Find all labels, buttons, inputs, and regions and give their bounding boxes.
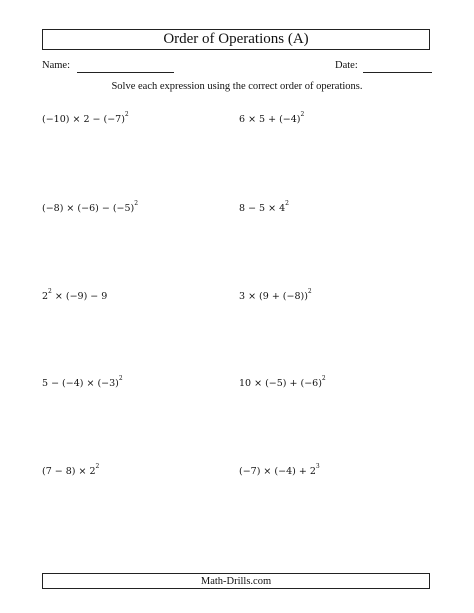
problem-10-exponent: 3 (315, 463, 320, 470)
problem-4-base: 8 − 5 × 4 (239, 203, 286, 214)
problem-3-base: (−8) × (−6) − (−5) (42, 203, 135, 214)
footer-box (42, 573, 430, 589)
problem-7 (42, 375, 123, 389)
problem-10-base: (−7) × (−4) + 2 (239, 466, 316, 477)
problem-8-base: 10 × (−5) + (−6) (239, 378, 322, 389)
problem-5-pre: 2 (42, 291, 49, 302)
problem-4 (239, 200, 289, 214)
problem-1-exponent: 2 (124, 111, 129, 118)
problem-9 (42, 463, 100, 477)
name-date-row (42, 60, 432, 76)
problem-5-pre-exponent: 2 (48, 288, 52, 295)
problem-1-base: (−10) × 2 − (−7) (42, 114, 125, 125)
name-blank-line (77, 72, 174, 73)
problem-2 (239, 111, 305, 125)
problem-3-exponent: 2 (134, 200, 139, 207)
problem-7-base: 5 − (−4) × (−3) (42, 378, 119, 389)
problem-2-exponent: 2 (300, 111, 305, 118)
problem-10 (239, 463, 320, 477)
problem-2-base: 6 × 5 + (−4) (239, 114, 301, 125)
problem-9-base: (7 − 8) × 2 (42, 466, 96, 477)
problem-6-exponent: 2 (307, 288, 312, 295)
instructions-text: Solve each expression using the correct order of operations. (111, 81, 363, 92)
problem-9-exponent: 2 (95, 463, 100, 470)
problem-6-base: 3 × (9 + (−8)) (239, 291, 308, 302)
problem-3 (42, 200, 139, 214)
problem-5-base: × (−9) − 9 (51, 291, 108, 302)
name-label: Name: (42, 60, 70, 71)
footer-site-name: Math-Drills.com (200, 575, 272, 587)
date-label: Date: (335, 60, 358, 71)
problem-5 (42, 288, 108, 302)
problem-6 (239, 288, 312, 302)
date-blank-line (363, 72, 432, 73)
problem-1 (42, 111, 129, 125)
problem-4-exponent: 2 (285, 200, 289, 207)
problem-7-exponent: 2 (118, 375, 123, 382)
problem-8 (239, 375, 326, 389)
worksheet-title-box (42, 29, 430, 50)
worksheet-title: Order of Operations (A) (163, 31, 309, 47)
problem-8-exponent: 2 (321, 375, 326, 382)
